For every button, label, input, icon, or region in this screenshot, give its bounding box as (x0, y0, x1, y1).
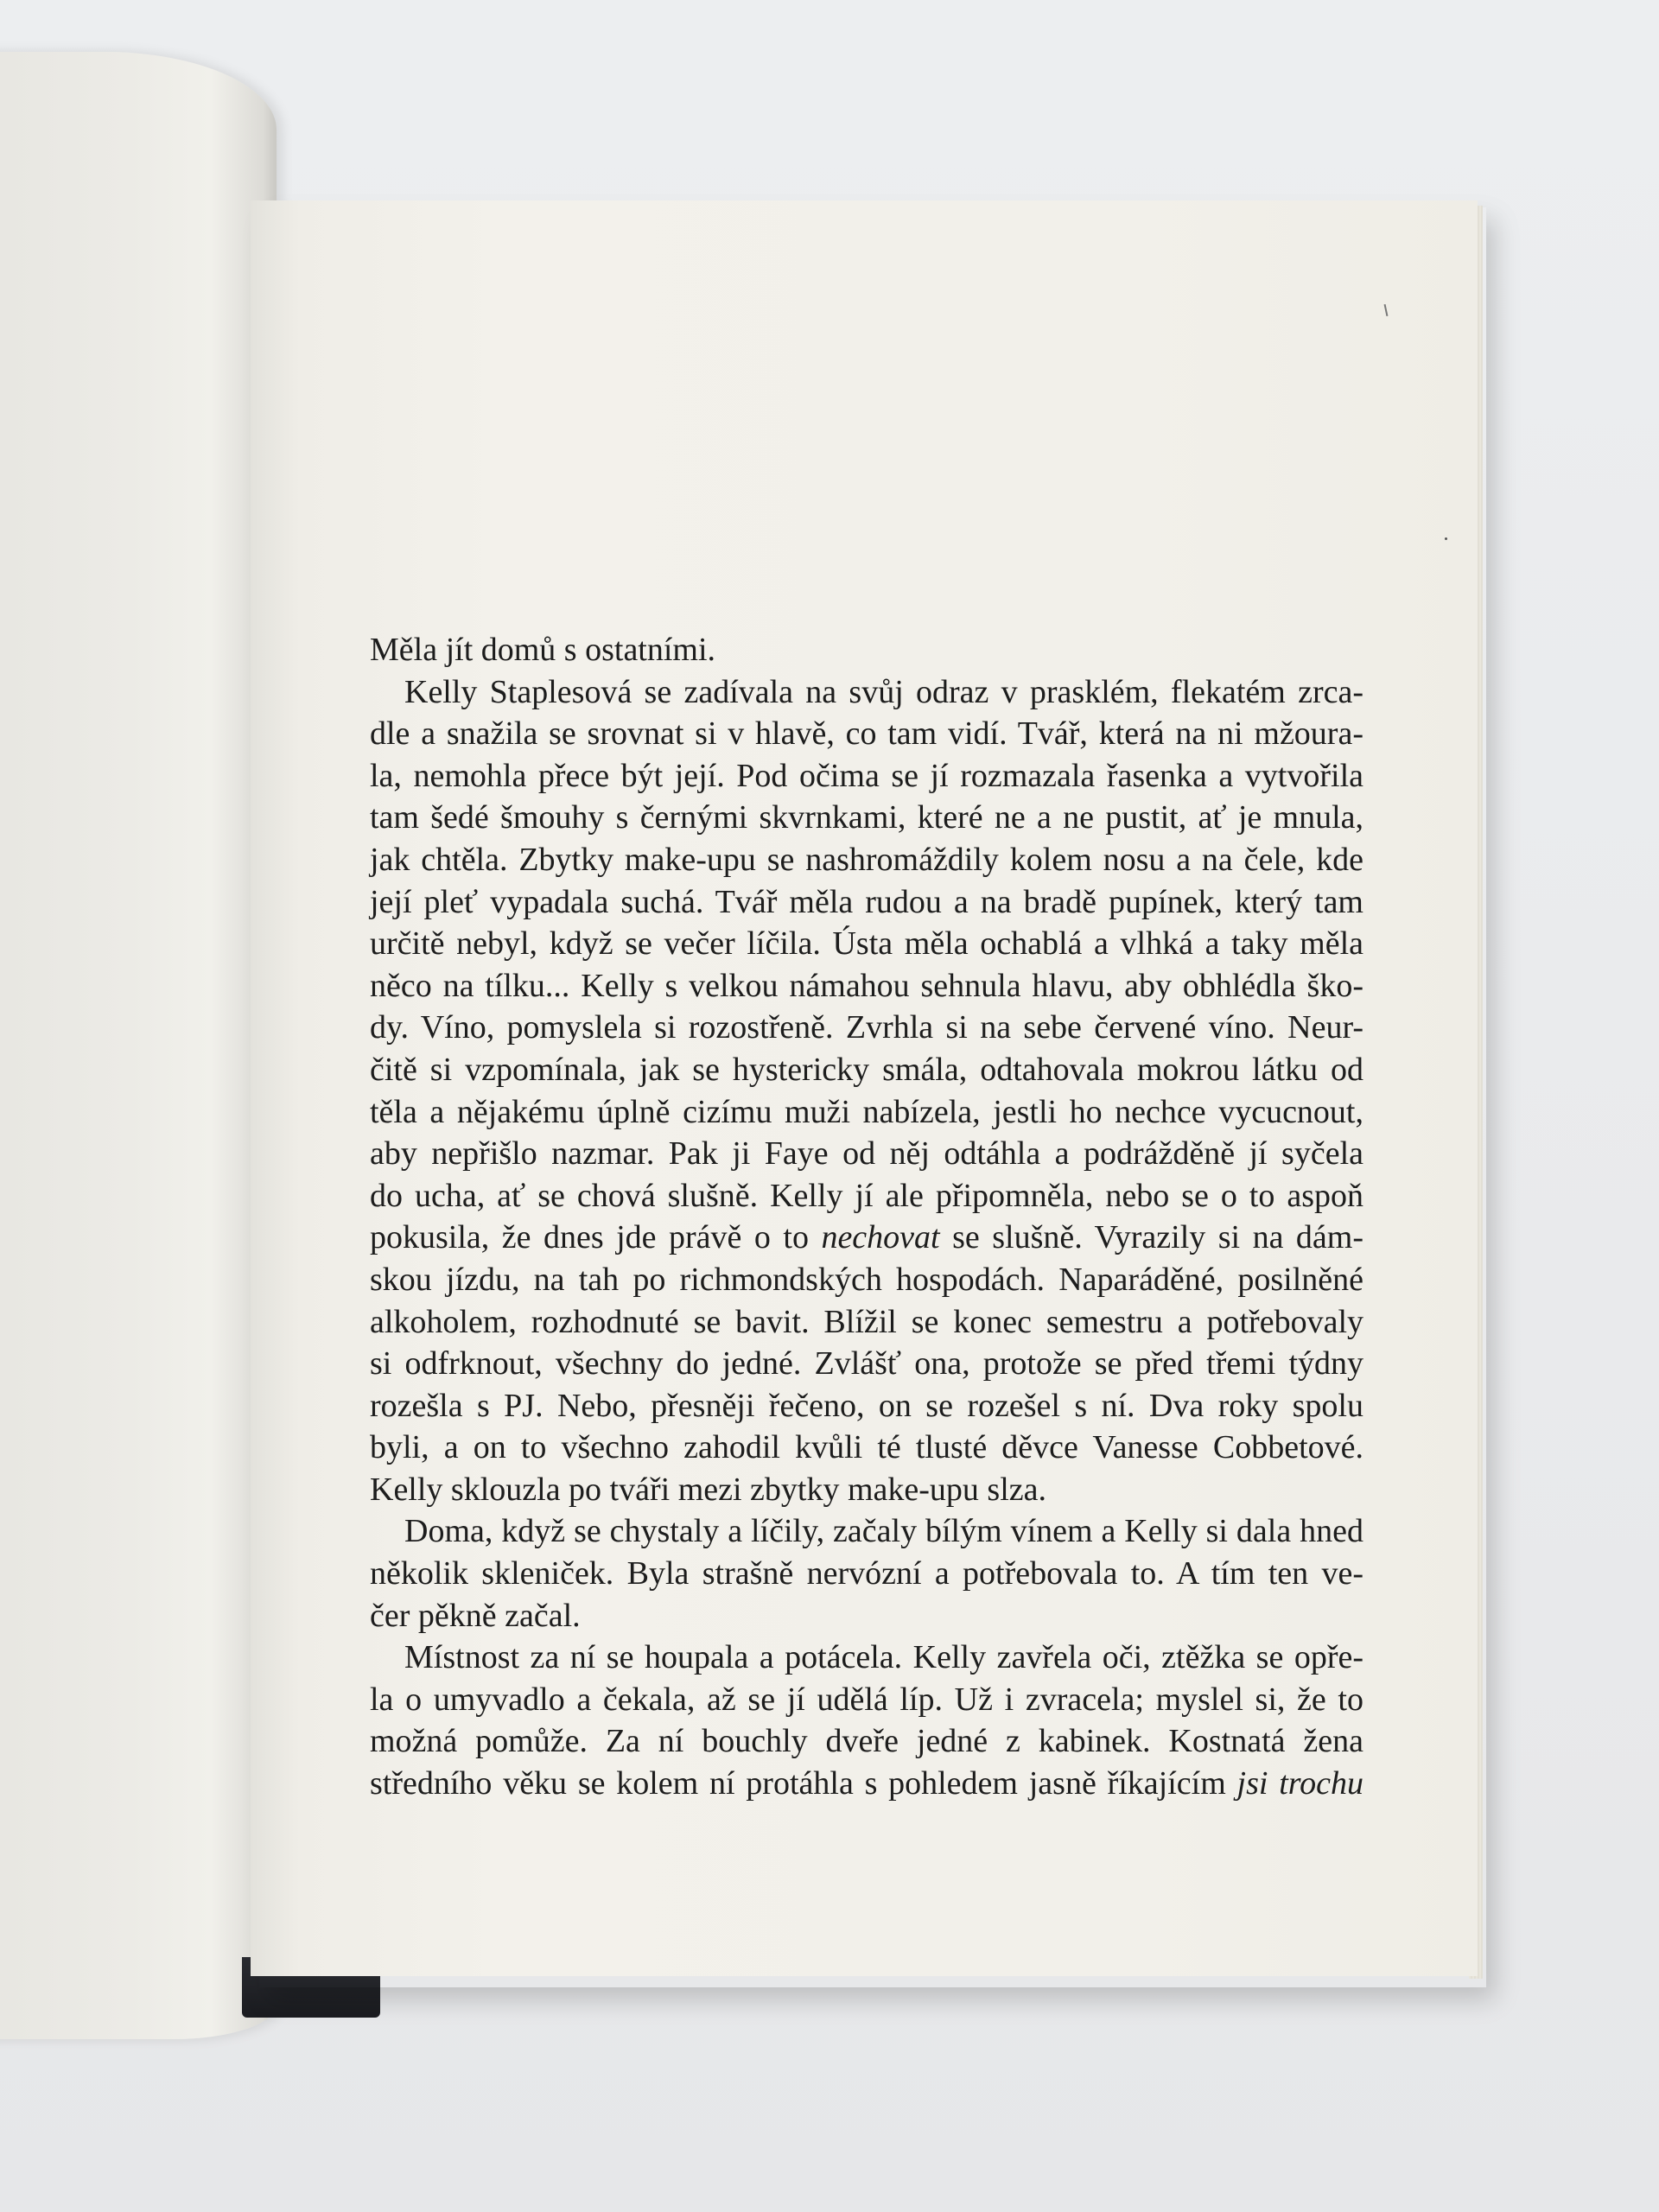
text-line: Měla jít domů s ostatními. (370, 632, 716, 668)
text-line: možná pomůže. Za ní bouchly dveře jedné z kabinek. Kostnatá žena (370, 1723, 1363, 1760)
text-line: určitě nebyl, když se večer líčila. Ústa měla ochablá a vlhká a taky měla (370, 925, 1363, 963)
text-line: rozešla s PJ. Nebo, přesněji řečeno, on se rozešel s ní. Dva roky spolu (370, 1387, 1363, 1424)
italic-text: nechovat (821, 1219, 940, 1256)
text-line: Doma, když se chystaly a líčily, začaly bílým vínem a Kelly si dala hned (404, 1513, 1363, 1550)
text-line: dy. Víno, pomyslela si rozostřeně. Zvrhla si na sebe červené víno. Neur- (370, 1009, 1363, 1046)
text-line: Místnost za ní se houpala a potácela. Kelly zavřela oči, ztěžka se opře- (404, 1639, 1363, 1676)
text-line: čitě si vzpomínala, jak se hystericky smála, odtahovala mokrou látku od (370, 1051, 1363, 1088)
text-line: tam šedé šmouhy s černými skvrnkami, které ne a ne pustit, ať je mnula, (370, 799, 1363, 836)
text-line: Kelly sklouzla po tváři mezi zbytky make-upu slza. (370, 1471, 1046, 1508)
text-line: středního věku se kolem ní protáhla s pohledem jasně říkajícím jsi trochu (370, 1765, 1364, 1802)
text-line: Kelly Staplesová se zadívala na svůj odraz v prasklém, flekatém zrca- (404, 673, 1363, 710)
text-line: byli, a on to všechno zahodil kvůli té tlusté děvce Vanesse Cobbetové. (370, 1429, 1363, 1466)
text-line: něco na tílku... Kelly s velkou námahou sehnula hlavu, aby obhlédla ško- (370, 967, 1363, 1004)
text-line: několik skleniček. Byla strašně nervózní a potřebovala to. A tím ten ve- (370, 1555, 1363, 1592)
text-line: čer pěkně začal. (370, 1597, 581, 1634)
text-line: la, nemohla přece být její. Pod očima se jí rozmazala řasenka a vytvořila (370, 757, 1363, 794)
text-line: dle a snažila se srovnat si v hlavě, co tam vidí. Tvář, která na ni mžoura- (370, 715, 1363, 753)
page-body-text (370, 629, 1363, 1805)
text-line: jak chtěla. Zbytky make-upu se nashromáždily kolem nosu a na čele, kde (370, 841, 1363, 878)
text-line: pokusila, že dnes jde právě o to nechovat se slušně. Vyrazily si na dám- (370, 1219, 1363, 1256)
text-line: těla a nějakému úplně cizímu muži nabízela, jestli ho nechce vycucnout, (370, 1093, 1363, 1130)
italic-text: jsi trochu (1236, 1765, 1364, 1802)
page-speck (1445, 537, 1447, 540)
text-line: skou jízdu, na tah po richmondských hospodách. Naparáděné, posilněné (370, 1261, 1363, 1298)
text-line: do ucha, ať se chová slušně. Kelly jí ale připomněla, nebo se o to aspoň (370, 1177, 1363, 1214)
text-line: si odfrknout, všechny do jedné. Zvlášť ona, protože se před třemi týdny (370, 1345, 1363, 1382)
text-line: la o umyvadlo a čekala, až se jí udělá líp. Už i zvracela; myslel si, že to (370, 1681, 1363, 1718)
text-line: aby nepřišlo nazmar. Pak ji Faye od něj odtáhla a podrážděně jí syčela (370, 1135, 1363, 1173)
text-line: její pleť vypadala suchá. Tvář měla rudou a na bradě pupínek, který tam (370, 883, 1363, 920)
text-line: alkoholem, rozhodnuté se bavit. Blížil se konec semestru a potřebovaly (370, 1303, 1363, 1340)
left-page (0, 52, 276, 2039)
